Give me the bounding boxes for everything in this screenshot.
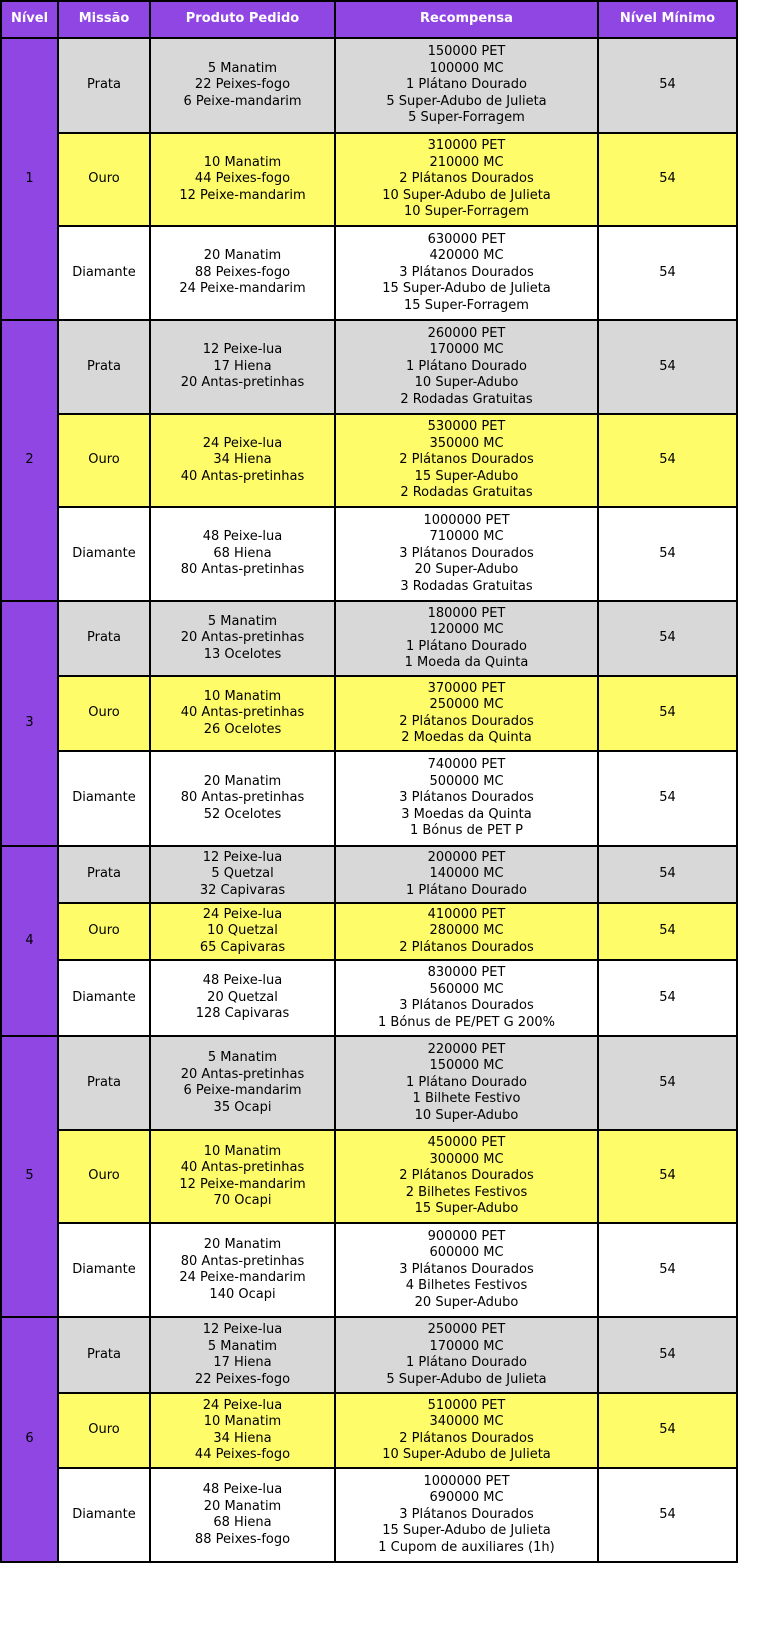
recompensa-line: 15 Super-Adubo de Julieta: [382, 281, 551, 297]
recompensa-line: 2 Plátanos Dourados: [399, 452, 534, 468]
recompensa-line: 2 Plátanos Dourados: [399, 939, 534, 955]
recompensa-line: 3 Plátanos Dourados: [399, 1261, 534, 1277]
produto-cell: [150, 1468, 335, 1562]
mission-row: [1, 133, 737, 226]
produto-line: 5 Manatim: [207, 60, 278, 76]
recompensa-cell: [335, 676, 598, 751]
produto-line: 12 Peixe-mandarim: [179, 187, 306, 203]
produto-line: 65 Capivaras: [199, 939, 286, 955]
produto-line: 68 Hiena: [213, 1515, 272, 1530]
recompensa-line: 1 Cupom de auxiliares (1h): [378, 1539, 555, 1555]
missao-cell: Ouro: [58, 1130, 150, 1223]
produto-line: 5 Quetzal: [211, 866, 274, 882]
mission-row: [1, 1468, 737, 1562]
produto-line: 48 Peixe-lua: [202, 1482, 283, 1497]
recompensa-line: 20 Super-Adubo: [414, 1294, 519, 1310]
recompensa-line: 15 Super-Adubo: [414, 468, 519, 484]
produto-cell: [150, 507, 335, 601]
nivel-cell: 5: [1, 1036, 58, 1317]
produto-line: 35 Ocapi: [213, 1099, 272, 1115]
recompensa-cell: [335, 1393, 598, 1468]
recompensa-line: 10 Super-Adubo: [414, 375, 519, 391]
missao-cell: Prata: [58, 601, 150, 676]
produto-cell: [150, 903, 335, 960]
recompensa-line: 1 Plátano Dourado: [406, 882, 527, 898]
produto-line: 20 Manatim: [203, 1237, 282, 1252]
produto-cell: [150, 1130, 335, 1223]
mission-row: [1, 751, 737, 846]
recompensa-line: 20 Super-Adubo: [414, 562, 519, 578]
recompensa-line: 1000000 PET: [423, 1473, 510, 1489]
produto-line: 80 Antas-pretinhas: [180, 1253, 305, 1269]
recompensa-line: 830000 PET: [427, 965, 506, 980]
recompensa-cell: [335, 601, 598, 676]
recompensa-line: 1 Plátano Dourado: [406, 77, 527, 93]
missao-cell: Prata: [58, 38, 150, 133]
header-missao: Missão: [58, 1, 150, 38]
produto-cell: [150, 133, 335, 226]
recompensa-line: 5 Super-Adubo de Julieta: [386, 1371, 547, 1387]
nivel-minimo-cell: 54: [598, 1036, 737, 1130]
recompensa-line: 1 Bónus de PE/PET G 200%: [378, 1014, 555, 1030]
nivel-cell: 6: [1, 1317, 58, 1562]
recompensa-line: 200000 PET: [427, 849, 506, 865]
recompensa-line: 1 Plátano Dourado: [406, 358, 527, 374]
recompensa-line: 150000 PET: [427, 44, 506, 60]
missao-cell: Diamante: [58, 751, 150, 846]
produto-line: 12 Peixe-lua: [202, 342, 283, 358]
recompensa-cell: [335, 846, 598, 903]
recompensa-line: 1 Plátano Dourado: [406, 1074, 527, 1090]
produto-line: 20 Antas-pretinhas: [180, 375, 305, 391]
recompensa-cell: [335, 1036, 598, 1130]
recompensa-line: 3 Plátanos Dourados: [399, 790, 534, 806]
recompensa-line: 420000 MC: [429, 248, 504, 264]
nivel-cell: 1: [1, 38, 58, 320]
recompensa-line: 15 Super-Adubo: [414, 1201, 519, 1217]
missao-cell: Diamante: [58, 1468, 150, 1562]
recompensa-line: 2 Bilhetes Festivos: [405, 1184, 528, 1200]
recompensa-line: 710000 MC: [429, 529, 504, 545]
recompensa-line: 560000 MC: [429, 981, 504, 997]
recompensa-line: 140000 MC: [429, 866, 504, 882]
produto-cell: [150, 38, 335, 133]
produto-cell: [150, 960, 335, 1036]
recompensa-line: 5 Super-Adubo de Julieta: [386, 93, 547, 109]
mission-row: [1, 1393, 737, 1468]
nivel-minimo-cell: 54: [598, 846, 737, 903]
recompensa-line: 3 Rodadas Gratuitas: [400, 578, 533, 594]
produto-line: 10 Manatim: [203, 1143, 282, 1159]
recompensa-line: 370000 PET: [427, 680, 506, 696]
recompensa-line: 170000 MC: [429, 342, 504, 358]
produto-line: 48 Peixe-lua: [202, 529, 283, 545]
header-row: [1, 1, 737, 38]
nivel-minimo-cell: 54: [598, 1317, 737, 1393]
recompensa-line: 15 Super-Adubo de Julieta: [382, 1523, 551, 1539]
produto-line: 32 Capivaras: [199, 882, 286, 898]
missao-cell: Diamante: [58, 226, 150, 320]
produto-line: 12 Peixe-lua: [202, 849, 283, 865]
recompensa-line: 2 Plátanos Dourados: [399, 171, 534, 187]
produto-line: 88 Peixes-fogo: [194, 1531, 291, 1547]
mission-row: [1, 1223, 737, 1317]
mission-row: [1, 903, 737, 960]
produto-line: 80 Antas-pretinhas: [180, 790, 305, 806]
produto-cell: [150, 414, 335, 507]
mission-row: [1, 226, 737, 320]
header-recompensa: Recompensa: [335, 1, 598, 38]
recompensa-cell: [335, 903, 598, 960]
produto-cell: [150, 846, 335, 903]
recompensa-line: 310000 PET: [427, 138, 506, 154]
missao-cell: Diamante: [58, 1223, 150, 1317]
recompensa-line: 250000 MC: [429, 697, 504, 712]
recompensa-line: 10 Super-Forragem: [404, 204, 529, 220]
recompensa-line: 1 Plátano Dourado: [406, 1355, 527, 1370]
recompensa-line: 900000 PET: [427, 1228, 506, 1244]
produto-line: 22 Peixes-fogo: [194, 77, 291, 93]
nivel-minimo-cell: 54: [598, 751, 737, 846]
produto-cell: [150, 676, 335, 751]
produto-line: 40 Antas-pretinhas: [180, 468, 305, 484]
missao-cell: Ouro: [58, 414, 150, 507]
produto-cell: [150, 226, 335, 320]
produto-line: 26 Ocelotes: [203, 721, 282, 737]
nivel-minimo-cell: 54: [598, 1393, 737, 1468]
produto-cell: [150, 1223, 335, 1317]
nivel-minimo-cell: 54: [598, 38, 737, 133]
produto-cell: [150, 1036, 335, 1130]
produto-line: 44 Peixes-fogo: [194, 1447, 291, 1462]
recompensa-line: 1 Bónus de PET P: [409, 823, 523, 839]
recompensa-cell: [335, 751, 598, 846]
produto-line: 34 Hiena: [213, 1430, 272, 1446]
recompensa-line: 300000 MC: [429, 1151, 504, 1167]
produto-cell: [150, 1393, 335, 1468]
missao-cell: Prata: [58, 320, 150, 414]
recompensa-cell: [335, 1317, 598, 1393]
recompensa-line: 600000 MC: [429, 1245, 504, 1261]
missao-cell: Ouro: [58, 676, 150, 751]
recompensa-cell: [335, 133, 598, 226]
nivel-minimo-cell: 54: [598, 676, 737, 751]
produto-line: 6 Peixe-mandarim: [183, 93, 302, 109]
produto-line: 10 Quetzal: [207, 923, 278, 939]
mission-row: [1, 1036, 737, 1130]
produto-line: 70 Ocapi: [213, 1193, 272, 1208]
produto-line: 20 Antas-pretinhas: [180, 630, 305, 646]
produto-line: 12 Peixe-lua: [202, 1322, 283, 1337]
recompensa-line: 2 Moedas da Quinta: [401, 730, 532, 745]
produto-line: 6 Peixe-mandarim: [183, 1083, 302, 1098]
produto-line: 20 Manatim: [203, 1498, 282, 1514]
produto-line: 48 Peixe-lua: [202, 973, 283, 989]
produto-line: 13 Ocelotes: [203, 646, 282, 662]
recompensa-line: 3 Plátanos Dourados: [399, 264, 534, 280]
mission-row: [1, 414, 737, 507]
missao-cell: Prata: [58, 1036, 150, 1130]
mission-row: [1, 507, 737, 601]
recompensa-line: 1 Bilhete Festivo: [412, 1091, 521, 1107]
produto-line: 40 Antas-pretinhas: [180, 1160, 305, 1175]
recompensa-line: 5 Super-Forragem: [408, 110, 525, 126]
recompensa-line: 3 Plátanos Dourados: [399, 998, 534, 1013]
mission-row: [1, 846, 737, 903]
nivel-cell: 4: [1, 846, 58, 1036]
recompensa-line: 1 Plátano Dourado: [406, 638, 527, 654]
recompensa-line: 4 Bilhetes Festivos: [405, 1278, 528, 1294]
table-body: [1, 38, 737, 1562]
produto-line: 24 Peixe-mandarim: [179, 1270, 306, 1285]
produto-line: 40 Antas-pretinhas: [180, 705, 305, 721]
header-nivel-minimo: Nível Mínimo: [598, 1, 737, 38]
produto-line: 17 Hiena: [213, 358, 272, 374]
nivel-cell: 2: [1, 320, 58, 601]
recompensa-line: 500000 MC: [429, 773, 504, 789]
recompensa-line: 1 Moeda da Quinta: [404, 655, 529, 670]
missao-cell: Ouro: [58, 1393, 150, 1468]
recompensa-line: 3 Moedas da Quinta: [401, 806, 532, 822]
produto-line: 24 Peixe-lua: [202, 1397, 283, 1413]
recompensa-cell: [335, 960, 598, 1036]
produto-line: 12 Peixe-mandarim: [179, 1176, 306, 1192]
mission-row: [1, 1317, 737, 1393]
missao-cell: Prata: [58, 1317, 150, 1393]
recompensa-line: 120000 MC: [429, 622, 504, 637]
produto-line: 88 Peixes-fogo: [194, 264, 291, 280]
nivel-minimo-cell: 54: [598, 226, 737, 320]
recompensa-line: 2 Rodadas Gratuitas: [400, 391, 533, 407]
produto-line: 5 Manatim: [207, 613, 278, 629]
recompensa-line: 2 Plátanos Dourados: [399, 1168, 534, 1184]
produto-line: 140 Ocapi: [209, 1286, 276, 1302]
recompensa-line: 150000 MC: [429, 1058, 504, 1074]
mission-row: [1, 1130, 737, 1223]
produto-cell: [150, 601, 335, 676]
mission-row: [1, 960, 737, 1036]
recompensa-line: 530000 PET: [427, 419, 506, 435]
recompensa-line: 340000 MC: [429, 1414, 504, 1429]
recompensa-cell: [335, 226, 598, 320]
recompensa-cell: [335, 320, 598, 414]
produto-line: 52 Ocelotes: [203, 806, 282, 822]
produto-line: 68 Hiena: [213, 545, 272, 561]
produto-line: 34 Hiena: [213, 452, 272, 468]
nivel-minimo-cell: 54: [598, 414, 737, 507]
produto-line: 10 Manatim: [203, 154, 282, 170]
recompensa-line: 210000 MC: [429, 154, 504, 170]
produto-cell: [150, 1317, 335, 1393]
missao-cell: Ouro: [58, 903, 150, 960]
recompensa-line: 350000 MC: [429, 435, 504, 451]
recompensa-line: 3 Plátanos Dourados: [399, 1506, 534, 1522]
recompensa-line: 280000 MC: [429, 923, 504, 939]
produto-cell: [150, 751, 335, 846]
produto-line: 128 Capivaras: [195, 1006, 290, 1022]
recompensa-line: 10 Super-Adubo de Julieta: [382, 1447, 551, 1462]
produto-line: 24 Peixe-mandarim: [179, 281, 306, 297]
missao-cell: Ouro: [58, 133, 150, 226]
produto-line: 10 Manatim: [203, 1414, 282, 1429]
recompensa-cell: [335, 1130, 598, 1223]
recompensa-cell: [335, 38, 598, 133]
recompensa-line: 410000 PET: [427, 906, 506, 922]
recompensa-line: 260000 PET: [427, 325, 506, 341]
recompensa-line: 10 Super-Adubo: [414, 1107, 519, 1123]
produto-line: 10 Manatim: [203, 688, 282, 704]
mission-row: [1, 38, 737, 133]
produto-line: 22 Peixes-fogo: [194, 1371, 291, 1387]
recompensa-line: 510000 PET: [427, 1397, 506, 1413]
nivel-minimo-cell: 54: [598, 507, 737, 601]
mission-row: [1, 676, 737, 751]
recompensa-line: 690000 MC: [429, 1490, 504, 1506]
recompensa-line: 3 Plátanos Dourados: [399, 545, 534, 561]
produto-line: 24 Peixe-lua: [202, 906, 283, 922]
mission-row: [1, 320, 737, 414]
header-produto: Produto Pedido: [150, 1, 335, 38]
nivel-minimo-cell: 54: [598, 960, 737, 1036]
nivel-minimo-cell: 54: [598, 1468, 737, 1562]
nivel-minimo-cell: 54: [598, 133, 737, 226]
recompensa-line: 450000 PET: [427, 1135, 506, 1151]
nivel-minimo-cell: 54: [598, 320, 737, 414]
missao-cell: Diamante: [58, 507, 150, 601]
recompensa-line: 250000 PET: [427, 1322, 506, 1337]
produto-line: 44 Peixes-fogo: [194, 171, 291, 187]
recompensa-cell: [335, 1223, 598, 1317]
recompensa-line: 15 Super-Forragem: [404, 297, 529, 313]
recompensa-line: 220000 PET: [427, 1041, 506, 1057]
missao-cell: Prata: [58, 846, 150, 903]
recompensa-cell: [335, 414, 598, 507]
recompensa-cell: [335, 507, 598, 601]
recompensa-line: 2 Plátanos Dourados: [399, 1430, 534, 1446]
produto-cell: [150, 320, 335, 414]
recompensa-line: 2 Plátanos Dourados: [399, 713, 534, 729]
produto-line: 80 Antas-pretinhas: [180, 562, 305, 578]
missao-cell: Diamante: [58, 960, 150, 1036]
header-nivel: Nível: [1, 1, 58, 38]
recompensa-cell: [335, 1468, 598, 1562]
produto-line: 24 Peixe-lua: [202, 435, 283, 451]
mission-row: [1, 601, 737, 676]
nivel-cell: 3: [1, 601, 58, 846]
recompensa-line: 1000000 PET: [423, 512, 510, 528]
produto-line: 20 Manatim: [203, 773, 282, 789]
produto-line: 17 Hiena: [213, 1355, 272, 1370]
produto-line: 20 Manatim: [203, 248, 282, 264]
produto-line: 5 Manatim: [207, 1050, 278, 1065]
produto-line: 20 Antas-pretinhas: [180, 1066, 305, 1082]
recompensa-line: 180000 PET: [427, 605, 506, 621]
recompensa-line: 100000 MC: [429, 60, 504, 76]
recompensa-line: 740000 PET: [427, 757, 506, 773]
recompensa-line: 10 Super-Adubo de Julieta: [382, 187, 551, 203]
produto-line: 20 Quetzal: [207, 989, 278, 1005]
recompensa-line: 170000 MC: [429, 1338, 504, 1354]
recompensa-line: 630000 PET: [427, 231, 506, 247]
nivel-minimo-cell: 54: [598, 601, 737, 676]
nivel-minimo-cell: 54: [598, 1130, 737, 1223]
nivel-minimo-cell: 54: [598, 903, 737, 960]
produto-line: 5 Manatim: [207, 1338, 278, 1354]
recompensa-line: 2 Rodadas Gratuitas: [400, 485, 533, 501]
nivel-minimo-cell: 54: [598, 1223, 737, 1317]
